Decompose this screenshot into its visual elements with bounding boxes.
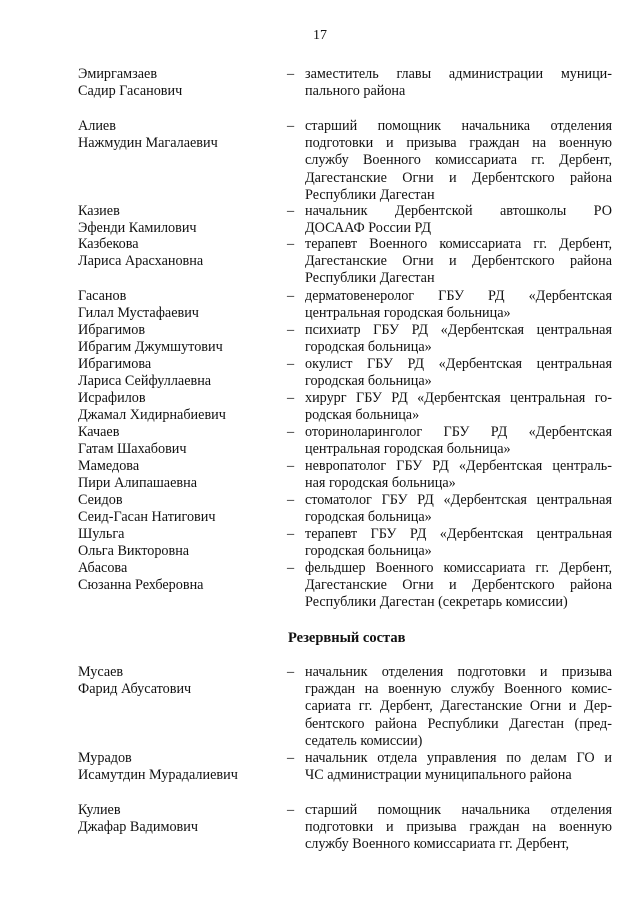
- dash-separator: –: [287, 66, 295, 82]
- member-given-name: Гатам Шахабович: [78, 441, 187, 458]
- member-position: [305, 560, 612, 612]
- position-line: начальник Дербентской автошколы РО: [305, 203, 612, 219]
- position-line: начальник отделения подготовки и призыва: [305, 664, 612, 680]
- member-entry: [78, 118, 618, 204]
- member-surname: Ибрагимова: [78, 356, 152, 372]
- dash-separator: –: [287, 750, 295, 766]
- position-line: сариата гг. Дербент, Дагестанские Огни и Дер-: [305, 698, 612, 715]
- member-position: [305, 118, 612, 204]
- member-name: [78, 424, 278, 458]
- position-line: Республики Дагестан: [305, 186, 435, 203]
- position-line: службу Военного комиссариата гг. Дербент,: [305, 836, 570, 853]
- member-surname: Мусаев: [78, 664, 124, 680]
- position-line: дерматовенеролог ГБУ РД «Дербентская: [305, 288, 612, 304]
- dash-separator: –: [287, 203, 295, 219]
- position-line: старший помощник начальника отделения: [305, 118, 612, 134]
- member-name: [78, 750, 278, 784]
- member-surname: Кулиев: [78, 802, 121, 818]
- dash-separator: –: [287, 560, 295, 576]
- member-position: [305, 424, 612, 458]
- member-surname: Эмиргамзаев: [78, 66, 158, 82]
- member-name: [78, 526, 278, 560]
- member-given-name: Нажмудин Магалаевич: [78, 135, 218, 152]
- position-line: терапевт ГБУ РД «Дербентская центральная: [305, 526, 612, 542]
- member-position: [305, 458, 612, 492]
- dash-separator: –: [287, 424, 295, 440]
- position-line: невропатолог ГБУ РД «Дербентская централь-: [305, 458, 612, 474]
- dash-separator: –: [287, 458, 295, 474]
- member-name: [78, 203, 278, 237]
- member-name: [78, 118, 278, 152]
- member-given-name: Садир Гасанович: [78, 83, 183, 100]
- position-line: городская больница»: [305, 509, 432, 526]
- position-line: старший помощник начальника отделения: [305, 802, 612, 818]
- member-name: [78, 492, 278, 526]
- member-entry: [78, 356, 618, 390]
- member-given-name: Ибрагим Джумшутович: [78, 339, 223, 356]
- position-line: городская больница»: [305, 339, 432, 356]
- position-line: окулист ГБУ РД «Дербентская центральная: [305, 356, 612, 372]
- member-entry: [78, 526, 618, 560]
- dash-separator: –: [287, 526, 295, 542]
- member-surname: Казиев: [78, 203, 120, 219]
- position-line: заместитель главы администрации муници-: [305, 66, 612, 82]
- position-line: Республики Дагестан (секретарь комиссии): [305, 594, 568, 611]
- position-line: начальник отдела управления по делам ГО и: [305, 750, 612, 766]
- member-entry: [78, 458, 618, 492]
- member-position: [305, 802, 612, 854]
- position-line: седатель комиссии): [305, 732, 423, 749]
- member-position: [305, 288, 612, 322]
- position-line: городская больница»: [305, 373, 432, 390]
- position-line: психиатр ГБУ РД «Дербентская центральная: [305, 322, 612, 338]
- member-entry: [78, 203, 618, 237]
- position-line: Дагестанские Огни и Дербентского района: [305, 253, 612, 270]
- position-line: подготовки и призыва граждан на военную: [305, 135, 612, 152]
- member-entry: [78, 492, 618, 526]
- position-line: подготовки и призыва граждан на военную: [305, 819, 612, 836]
- member-name: [78, 560, 278, 594]
- reserve-section-title: Резервный состав: [288, 630, 406, 646]
- position-line: терапевт Военного комиссариата гг. Дербент,: [305, 236, 612, 252]
- member-given-name: Пири Алипашаевна: [78, 475, 197, 492]
- member-surname: Исрафилов: [78, 390, 146, 406]
- position-line: Республики Дагестан: [305, 270, 435, 287]
- member-name: [78, 458, 278, 492]
- member-name: [78, 356, 278, 390]
- member-position: [305, 322, 612, 356]
- member-given-name: Лариса Арасхановна: [78, 253, 204, 270]
- member-given-name: Ольга Викторовна: [78, 543, 190, 560]
- member-name: [78, 390, 278, 424]
- position-line: бентского района Республики Дагестан (пред-: [305, 715, 612, 732]
- page-number: 17: [313, 28, 327, 43]
- member-surname: Мамедова: [78, 458, 140, 474]
- member-position: [305, 236, 612, 288]
- member-position: [305, 526, 612, 560]
- member-given-name: Фарид Абусатович: [78, 681, 192, 698]
- position-line: службу Военного комиссариата гг. Дербент,: [305, 152, 612, 169]
- member-position: [305, 356, 612, 390]
- member-surname: Мурадов: [78, 750, 132, 766]
- dash-separator: –: [287, 322, 295, 338]
- member-name: [78, 236, 278, 270]
- member-position: [305, 66, 612, 100]
- member-entry: [78, 322, 618, 356]
- member-entry: [78, 236, 618, 288]
- position-line: граждан на военную службу Военного комис-: [305, 681, 612, 698]
- member-entry: [78, 66, 618, 100]
- position-line: ДОСААФ России РД: [305, 220, 432, 237]
- member-name: [78, 664, 278, 698]
- member-entry: [78, 424, 618, 458]
- member-entry: [78, 664, 618, 750]
- member-entry: [78, 288, 618, 322]
- member-entry: [78, 560, 618, 612]
- dash-separator: –: [287, 118, 295, 134]
- member-entry: [78, 750, 618, 784]
- member-surname: Казбекова: [78, 236, 139, 252]
- member-position: [305, 750, 612, 784]
- member-name: [78, 66, 278, 100]
- dash-separator: –: [287, 664, 295, 680]
- member-given-name: Лариса Сейфуллаевна: [78, 373, 212, 390]
- member-surname: Ибрагимов: [78, 322, 146, 338]
- member-given-name: Джамал Хидирнабиевич: [78, 407, 226, 424]
- position-line: городская больница»: [305, 543, 432, 560]
- position-line: ЧС администрации муниципального района: [305, 767, 572, 784]
- member-given-name: Гилал Мустафаевич: [78, 305, 199, 322]
- member-position: [305, 492, 612, 526]
- dash-separator: –: [287, 492, 295, 508]
- position-line: центральная городская больница»: [305, 305, 511, 322]
- position-line: Дагестанские Огни и Дербентского района: [305, 169, 612, 186]
- member-name: [78, 802, 278, 836]
- member-given-name: Сеид-Гасан Натигович: [78, 509, 216, 526]
- position-line: оториноларинголог ГБУ РД «Дербентская: [305, 424, 612, 440]
- member-name: [78, 288, 278, 322]
- member-position: [305, 390, 612, 424]
- member-position: [305, 664, 612, 750]
- position-line: родская больница»: [305, 407, 420, 424]
- dash-separator: –: [287, 356, 295, 372]
- dash-separator: –: [287, 802, 295, 818]
- member-position: [305, 203, 612, 237]
- member-given-name: Сюзанна Рехберовна: [78, 577, 204, 594]
- dash-separator: –: [287, 390, 295, 406]
- position-line: ная городская больница»: [305, 475, 456, 492]
- member-given-name: Исамутдин Мурадалиевич: [78, 767, 238, 784]
- member-surname: Шульга: [78, 526, 125, 542]
- position-line: центральная городская больница»: [305, 441, 511, 458]
- member-entry: [78, 802, 618, 854]
- position-line: пального района: [305, 83, 406, 100]
- member-surname: Сеидов: [78, 492, 123, 508]
- dash-separator: –: [287, 236, 295, 252]
- member-name: [78, 322, 278, 356]
- position-line: Дагестанские Огни и Дербентского района: [305, 577, 612, 594]
- member-entry: [78, 390, 618, 424]
- member-surname: Гасанов: [78, 288, 127, 304]
- position-line: стоматолог ГБУ РД «Дербентская центральная: [305, 492, 612, 508]
- position-line: хирург ГБУ РД «Дербентская центральная го-: [305, 390, 612, 406]
- member-given-name: Эфенди Камилович: [78, 220, 197, 237]
- member-surname: Алиев: [78, 118, 116, 134]
- position-line: фельдшер Военного комиссариата гг. Дербент,: [305, 560, 612, 576]
- dash-separator: –: [287, 288, 295, 304]
- member-surname: Качаев: [78, 424, 120, 440]
- member-surname: Абасова: [78, 560, 128, 576]
- member-given-name: Джафар Вадимович: [78, 819, 198, 836]
